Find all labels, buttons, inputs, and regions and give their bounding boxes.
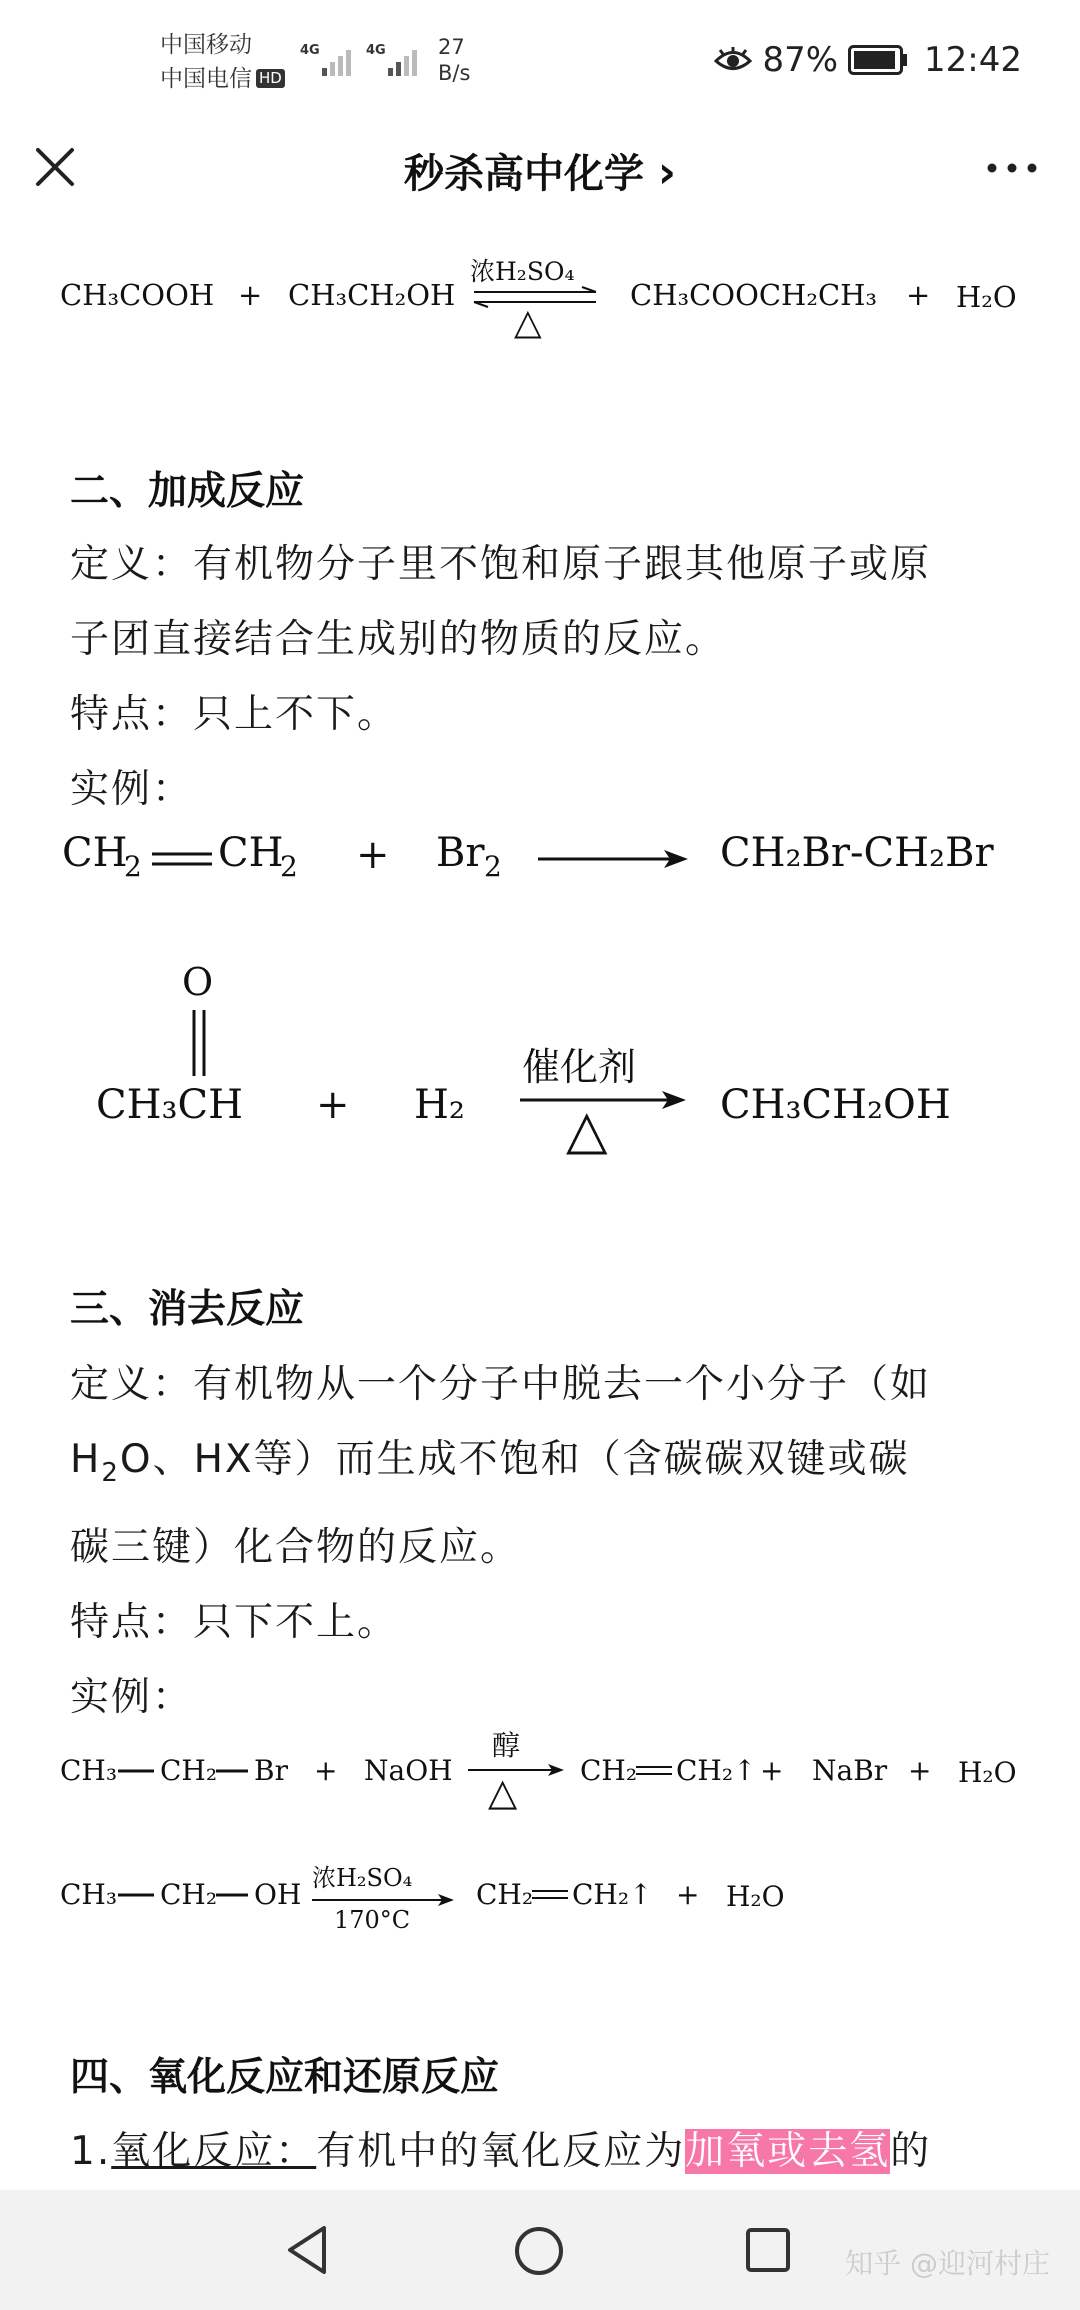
network-speed-unit: B/s [438, 61, 471, 85]
page-title: 秒杀高中化学 [403, 151, 644, 197]
eq3-condition-bottom: △ [566, 1098, 608, 1161]
eq4-r2: CH₂ [160, 1754, 218, 1787]
status-right [704, 40, 1022, 80]
section4-suffix: 的 [890, 2129, 932, 2174]
eq4-reagent: NaOH [364, 1754, 453, 1787]
section3-definition-line3: 碳三键）化合物的反应。 [70, 1525, 522, 1570]
app-bar [0, 120, 1080, 230]
eq2-plus: + [356, 832, 390, 878]
section2-definition-line1: 定义：有机物分子里不饱和原子跟其他原子或原 [70, 542, 932, 587]
eq1-reactant1: CH₃COOH [60, 278, 215, 312]
svg-text:4G: 4G [366, 43, 386, 58]
article-content [0, 230, 1080, 2190]
single-bond-icon-3 [116, 1892, 156, 1898]
eq4-r3: Br [254, 1754, 288, 1787]
signal-strength-icon [300, 40, 356, 78]
eq5-condition-bottom: 170°C [334, 1906, 411, 1934]
section4-text: 有机中的氧化反应为 [316, 2129, 686, 2174]
eq3-reactant1: CH₃CH [96, 1082, 244, 1128]
section3-def-text: O、HX等）而生成不饱和（含碳碳双键或碳 [119, 1437, 910, 1482]
eq1-reactant2: CH₃CH₂OH [288, 278, 456, 312]
section-heading-elimination: 三、消去反应 [70, 1287, 305, 1332]
single-bond-icon-4 [214, 1892, 250, 1898]
eq3-condition-top: 催化剂 [522, 1045, 637, 1089]
eq4-plus1: + [314, 1754, 338, 1787]
section-heading-addition: 二、加成反应 [70, 469, 305, 514]
eq3-reactant2: H₂ [414, 1082, 465, 1128]
eq2-reactant1-ch: CH [62, 830, 128, 876]
eq4-condition-bottom: △ [488, 1770, 518, 1814]
eq1-condition-bottom: △ [514, 302, 542, 343]
section3-feature: 特点：只下不上。 [70, 1600, 399, 1645]
carrier-2-label: 中国电信 [160, 66, 252, 92]
eq1-plus1: + [238, 278, 263, 312]
section2-example-label: 实例： [70, 767, 194, 812]
eq3-plus: + [316, 1082, 350, 1128]
carrier-info [160, 28, 285, 96]
eq5-r1: CH₃ [60, 1878, 118, 1911]
watermark: 知乎 @迎河村庄 [845, 2247, 1050, 2280]
eye-comfort-icon [714, 46, 752, 74]
highlighted-text: 加氧或去氢 [685, 2129, 891, 2174]
single-bond-icon [116, 1768, 156, 1774]
eq5-r3: OH [254, 1878, 302, 1911]
eq5-condition-top: 浓H₂SO₄ [312, 1864, 413, 1892]
eq2-reactant1-ch2: CH [218, 830, 284, 876]
eq4-r1: CH₃ [60, 1754, 118, 1787]
section4-line1 [70, 2120, 1020, 2176]
eq1-product1: CH₃COOCH₂CH₃ [630, 278, 878, 312]
status-bar [0, 0, 1080, 120]
network-speed [438, 34, 470, 86]
section2-feature: 特点：只上不下。 [70, 692, 399, 737]
section3-example-label: 实例： [70, 1675, 194, 1720]
section3-definition-line2 [70, 1428, 1020, 1488]
eq1-product2: H₂O [956, 280, 1017, 314]
eq4-p2: CH₂↑ [676, 1754, 757, 1787]
signal-strength-icon-2 [366, 40, 422, 78]
section2-definition-line2: 子团直接结合生成别的物质的反应。 [70, 617, 727, 662]
network-speed-value: 27 [438, 35, 465, 59]
eq5-p3: H₂O [726, 1880, 785, 1913]
eq3-carbonyl-oxygen: O [182, 960, 214, 1004]
section3-h: H [70, 1437, 102, 1482]
reaction-arrow-icon [536, 846, 690, 872]
hd-badge: HD [256, 69, 285, 88]
eq2-product: CH₂Br-CH₂Br [720, 830, 994, 876]
eq1-condition-top: 浓H₂SO₄ [470, 257, 575, 286]
section3-definition-line1: 定义：有机物从一个分子中脱去一个小分子（如 [70, 1362, 932, 1407]
eq4-condition-top: 醇 [492, 1729, 521, 1762]
eq4-p4: H₂O [958, 1756, 1017, 1789]
oxidation-reaction-link[interactable]: 氧化反应： [111, 2129, 317, 2174]
carrier-1: 中国移动 [160, 32, 252, 58]
eq4-p1: CH₂ [580, 1754, 638, 1787]
recent-apps-icon[interactable] [744, 2226, 792, 2274]
more-options-icon[interactable] [984, 150, 1040, 186]
battery-percent: 87% [762, 40, 839, 80]
eq5-p1: CH₂ [476, 1878, 534, 1911]
eq4-plus3: + [908, 1754, 932, 1787]
account-title-button[interactable] [0, 142, 1080, 199]
clock: 12:42 [924, 40, 1022, 80]
section4-prefix: 1. [70, 2129, 112, 2174]
double-bond-icon [150, 848, 214, 872]
battery-icon [848, 45, 908, 75]
eq5-plus: + [676, 1878, 700, 1911]
chevron-right-icon: › [657, 147, 677, 198]
eq5-r2: CH₂ [160, 1878, 218, 1911]
single-bond-icon-2 [214, 1768, 250, 1774]
double-bond-icon-2 [634, 1762, 674, 1780]
section-heading-redox: 四、氧化反应和还原反应 [70, 2055, 500, 2100]
eq2-reactant1-sub2: 2 [280, 850, 298, 883]
home-icon[interactable] [512, 2224, 566, 2278]
eq1-plus2: + [906, 278, 931, 312]
eq2-reactant2-sub: 2 [484, 850, 502, 883]
eq5-p2: CH₂↑ [572, 1878, 653, 1911]
svg-text:4G: 4G [300, 43, 320, 58]
system-navigation-bar [0, 2190, 1080, 2310]
eq2-reactant1-sub1: 2 [124, 850, 142, 883]
back-icon[interactable] [284, 2224, 332, 2276]
eq4-p3: NaBr [812, 1754, 888, 1787]
eq3-product: CH₃CH₂OH [720, 1082, 951, 1128]
carbonyl-double-bond-icon [188, 1008, 212, 1078]
eq4-plus2: + [760, 1754, 784, 1787]
double-bond-icon-3 [530, 1886, 570, 1904]
section3-sub-2: 2 [101, 1457, 120, 1488]
eq2-reactant2: Br [436, 830, 485, 876]
carrier-2 [160, 62, 285, 96]
